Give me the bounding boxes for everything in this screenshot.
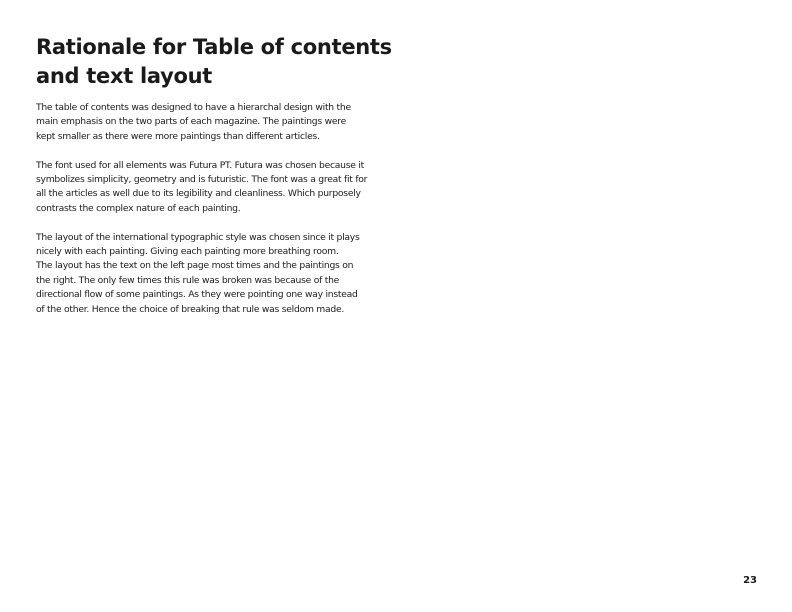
text-line: all the articles as well due to its legibility and cleanliness. Which purposely [36,188,361,200]
text-line: The layout has the text on the left page most times and the paintings on [36,260,354,272]
text-line: symbolizes simplicity, geometry and is futuristic. The font was a great fit for [36,174,368,186]
text-line: The table of contents was designed to have a hierarchal design with the [36,102,351,113]
body-text [36,101,396,331]
page-number: 23 [743,575,757,586]
page-title [36,33,416,91]
paragraph-table-of-contents [36,101,396,144]
title-line-2: and text layout [36,64,212,88]
text-line: the right. The only few times this rule was broken was because of the [36,274,340,286]
paragraph-font [36,159,396,217]
text-line: The layout of the international typographic style was chosen since it plays [36,231,360,243]
text-line: The font used for all elements was Futura PT. Futura was chosen because it [36,159,365,171]
text-line: kept smaller as there were more paintings than different articles. [36,130,320,142]
title-line-1: Rationale for Table of contents [36,35,392,59]
text-line: directional flow of some paintings. As they were pointing one way instead [36,289,358,301]
text-line: of the other. Hence the choice of breaking that rule was seldom made. [36,303,345,315]
text-line: nicely with each painting. Giving each painting more breathing room. [36,246,339,258]
text-line: contrasts the complex nature of each painting. [36,202,241,214]
text-line: main emphasis on the two parts of each magazine. The paintings were [36,116,346,128]
paragraph-layout [36,231,396,317]
